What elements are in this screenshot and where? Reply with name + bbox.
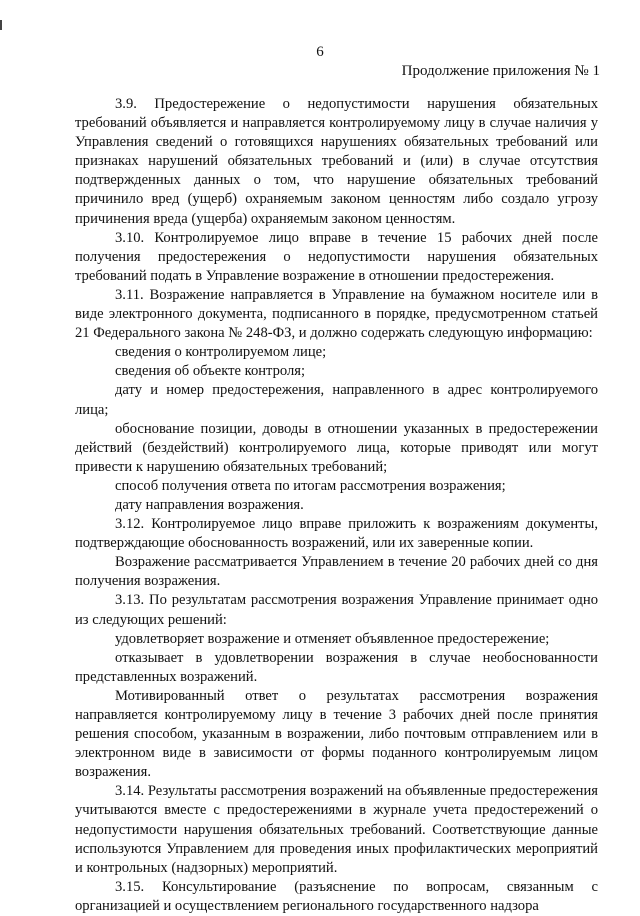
paragraph-3-14: 3.14. Результаты рассмотрения возражений на объявленные предостережения учитываются вместе с предостережениями в журнале учета предостережений о недопустимости нарушения обязательных требований. Соответствующие данные используются Управлением для проведения иных профилактических мероприятий и контрольных (надзорных) мероприятий. bbox=[75, 783, 598, 876]
paragraph-3-15: 3.15. Консультирование (разъяснение по вопросам, связанным с организацией и осуществлением регионального государственного надзора bbox=[75, 878, 598, 914]
list-item: дату и номер предостережения, направленного в адрес контролируемого лица; bbox=[75, 382, 598, 418]
paragraph: Возражение рассматривается Управлением в течение 20 рабочих дней со дня получения возражения. bbox=[75, 554, 598, 590]
list-item: сведения о контролируемом лице; bbox=[115, 344, 327, 361]
paragraph-3-9: 3.9. Предостережение о недопустимости нарушения обязательных требований объявляется и направляется контролируемому лицу в случае наличия у Управления сведений о готовящихся нарушениях обязательных требований или признаках нарушений обязательных требований и (или) в случае отсутствия подтвержденных данных о том, что нарушение обязательных требований причинило вред (ущерб) охраняемым законом ценностям либо создало угрозу причинения вреда (ущерба) охраняемым законом ценностям. bbox=[75, 96, 598, 227]
scan-edge-mark bbox=[0, 20, 2, 30]
document-body bbox=[75, 95, 598, 916]
appendix-continuation-header: Продолжение приложения № 1 bbox=[401, 63, 600, 79]
list-item: удовлетворяет возражение и отменяет объявленное предостережение; bbox=[115, 630, 550, 647]
paragraph-3-11: 3.11. Возражение направляется в Управление на бумажном носителе или в виде электронного документа, подписанного в порядке, предусмотренном статьей 21 Федерального закона № 248-ФЗ, и должно содержать следующую информацию: bbox=[75, 286, 598, 342]
paragraph-3-10: 3.10. Контролируемое лицо вправе в течение 15 рабочих дней после получения предостережения о недопустимости нарушения обязательных требований подать в Управление возражение в отношении предостережения. bbox=[75, 229, 598, 284]
paragraph-3-13: 3.13. По результатам рассмотрения возражения Управление принимает одно из следующих решений: bbox=[75, 592, 598, 628]
list-item: обоснование позиции, доводы в отношении указанных в предостережении действий (бездействий) контролируемого лица, которые приводят или могут привести к нарушению обязательных требований; bbox=[75, 420, 598, 475]
paragraph: Мотивированный ответ о результатах рассмотрения возражения направляется контролируемому лицу в течение 3 рабочих дней после принятия решения способом, указанным в возражении, либо почтовым отправлением или в электронном виде в зависимости от формы поданного контролируемым лицом возражения. bbox=[75, 687, 598, 781]
list-item: сведения об объекте контроля; bbox=[115, 363, 306, 380]
paragraph-3-12: 3.12. Контролируемое лицо вправе приложить к возражениям документы, подтверждающие обоснованность возражений, или их заверенные копии. bbox=[75, 516, 598, 552]
list-item: дату направления возражения. bbox=[115, 496, 304, 513]
page-number: 6 bbox=[316, 44, 324, 60]
list-item: отказывает в удовлетворении возражения в случае необоснованности представленных возражений. bbox=[75, 649, 598, 685]
list-item: способ получения ответа по итогам рассмотрения возражения; bbox=[115, 477, 506, 494]
